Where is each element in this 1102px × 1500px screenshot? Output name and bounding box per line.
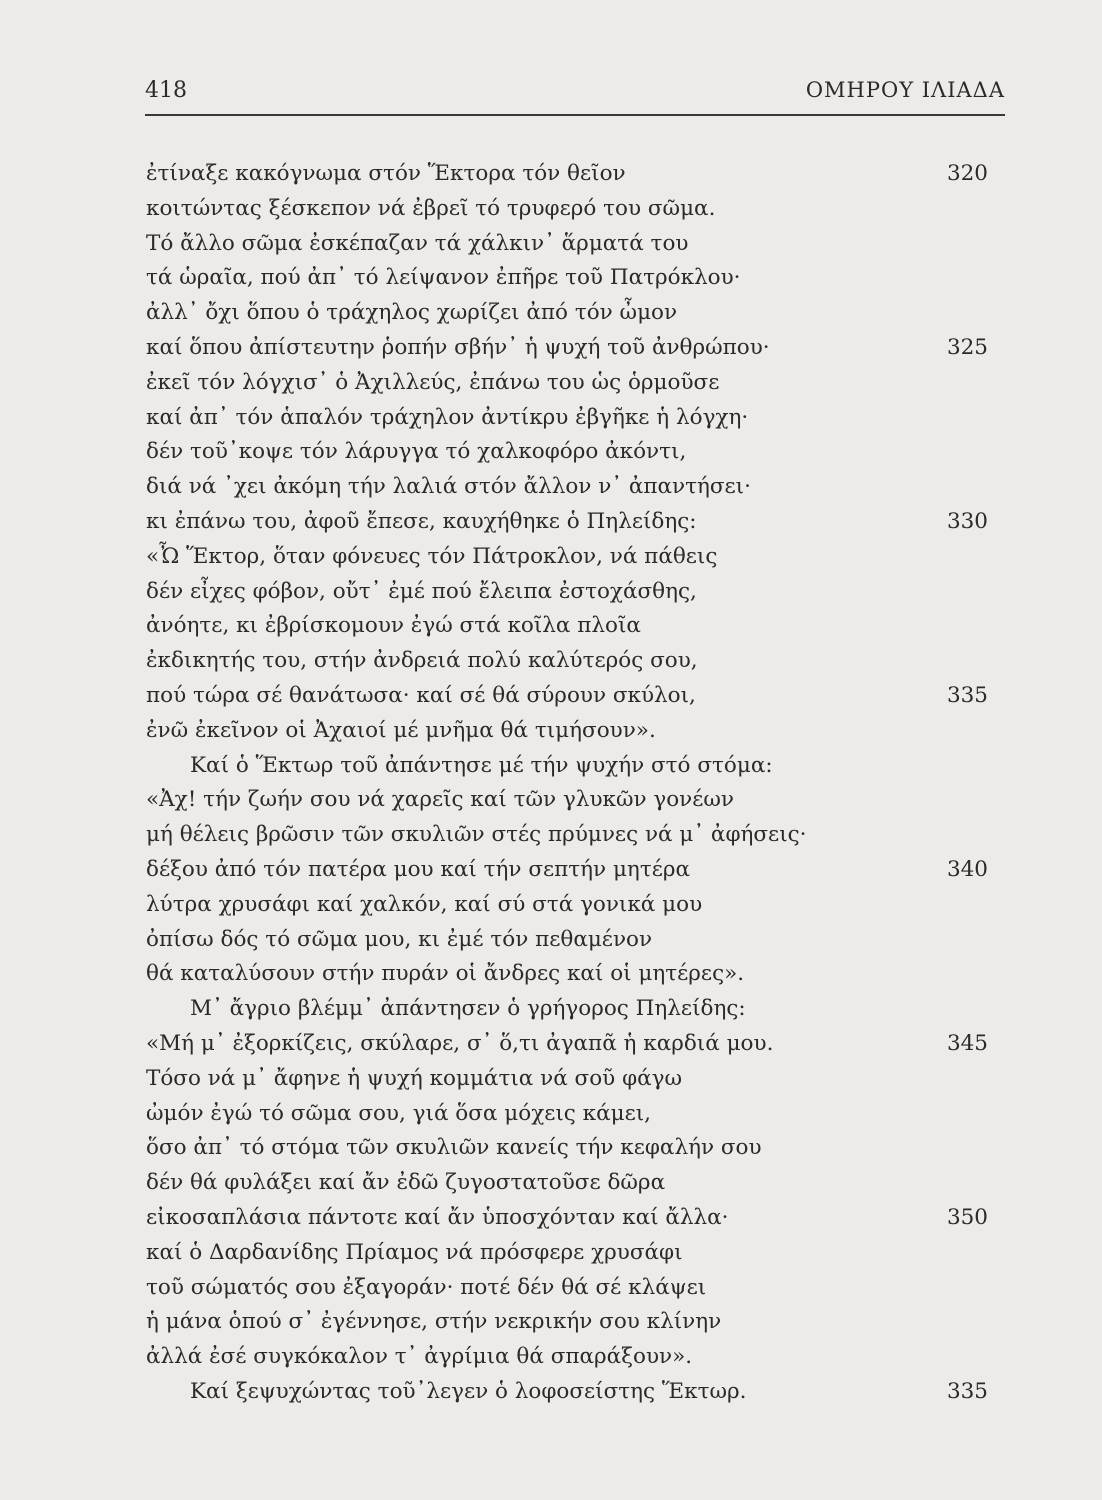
verse-line (146, 888, 988, 923)
verse-text: δέξου ἀπό τόν πατέρα μου καί τήν σεπτήν μητέρα (146, 856, 691, 882)
verse-line (146, 749, 988, 784)
verse-number: 350 (946, 1204, 988, 1230)
verse-text: τά ὡραῖα, πού ἀπ᾿ τό λείψανον ἐπῆρε τοῦ Πατρόκλου· (146, 265, 741, 291)
verse-text: ἐκεῖ τόν λόγχισ᾿ ὁ Ἀχιλλεύς, ἐπάνω του ὡς ὁρμοῦσε (146, 369, 720, 395)
verse-line (146, 435, 988, 470)
verse-number: 335 (946, 682, 988, 708)
verse-line (146, 401, 988, 436)
verse-line (146, 679, 988, 714)
verse-text: ὅσο ἀπ᾿ τό στόμα τῶν σκυλιῶν κανείς τήν κεφαλήν σου (146, 1135, 762, 1161)
verse-line (146, 296, 988, 331)
verse-line (146, 1131, 988, 1166)
verse-line (146, 157, 988, 192)
verse-text: ἐκδικητής του, στήν ἀνδρειά πολύ καλύτερός σου, (146, 648, 698, 674)
verse-text: θά καταλύσουν στήν πυράν οἱ ἄνδρες καί οἱ μητέρες». (146, 961, 745, 987)
verse-text: πού τώρα σέ θανάτωσα· καί σέ θά σύρουν σκύλοι, (146, 682, 696, 708)
verse-line (146, 540, 988, 575)
verse-text: διά νά ᾿χει ἀκόμη τήν λαλιά στόν ἄλλον ν᾿ ἀπαντήσει· (146, 474, 751, 500)
header-rule (145, 114, 1005, 116)
page-number: 418 (145, 78, 187, 103)
verse-line (146, 1305, 988, 1340)
verse-line (146, 470, 988, 505)
verse-text: ὠμόν ἐγώ τό σῶμα σου, γιά ὅσα μόχεις κάμει, (146, 1100, 651, 1126)
verse-number: 345 (946, 1030, 988, 1056)
verse-line (146, 1062, 988, 1097)
verse-line (146, 1271, 988, 1306)
verse-text: δέν εἶχες φόβον, οὔτ᾿ ἐμέ πού ἔλειπα ἐστοχάσθης, (146, 578, 697, 604)
verse-text: λύτρα χρυσάφι καί χαλκόν, καί σύ στά γονικά μου (146, 891, 703, 917)
verse-line (146, 783, 988, 818)
verse-line (146, 261, 988, 296)
verse-text: «Ὦ Ἕκτορ, ὅταν φόνευες τόν Πάτροκλον, νά πάθεις (146, 543, 718, 569)
verse-text: εἰκοσαπλάσια πάντοτε καί ἄν ὑποσχόνταν καί ἄλλα· (146, 1204, 729, 1230)
running-title: ΟΜΗΡΟΥ ΙΛΙΑΔΑ (805, 78, 1005, 102)
verse-text: μή θέλεις βρῶσιν τῶν σκυλιῶν στές πρύμνες νά μ᾿ ἀφήσεις· (146, 822, 807, 848)
verse-line (146, 644, 988, 679)
verse-line (146, 1027, 988, 1062)
verse-text: ὀπίσω δός τό σῶμα μου, κι ἐμέ τόν πεθαμένον (146, 926, 653, 952)
verse-text: καί ὅπου ἀπίστευτην ῥοπήν σβήν᾿ ἡ ψυχή τοῦ ἀνθρώπου· (146, 334, 770, 360)
verse-list (146, 157, 988, 1410)
verse-text: καί ὁ Δαρδανίδης Πρίαμος νά πρόσφερε χρυσάφι (146, 1239, 683, 1265)
verse-text: Τό ἄλλο σῶμα ἐσκέπαζαν τά χάλκιν᾿ ἅρματά του (146, 230, 689, 256)
verse-text: τοῦ σώματός σου ἐξαγοράν· ποτέ δέν θά σέ κλάψει (146, 1274, 707, 1300)
verse-text: ἐτίναξε κακόγνωμα στόν Ἕκτορα τόν θεῖον (146, 161, 626, 186)
verse-line (146, 1097, 988, 1132)
verse-line (146, 227, 988, 262)
verse-line (146, 1166, 988, 1201)
verse-text: «Ἀχ! τήν ζωήν σου νά χαρεῖς καί τῶν γλυκῶν γονέων (146, 787, 734, 813)
verse-line (146, 1201, 988, 1236)
verse-line (146, 992, 988, 1027)
verse-text: ἡ μάνα ὁπού σ᾿ ἐγέννησε, στήν νεκρικήν σου κλίνην (146, 1309, 722, 1335)
verse-text: ἀλλ᾿ ὄχι ὅπου ὁ τράχηλος χωρίζει ἀπό τόν ὦμον (146, 300, 678, 326)
verse-line (146, 1236, 988, 1271)
verse-text: Καί ὁ Ἕκτωρ τοῦ ἀπάντησε μέ τήν ψυχήν στό στόμα: (190, 752, 773, 778)
verse-number: 325 (946, 334, 988, 360)
verse-line (146, 609, 988, 644)
verse-text: Τόσο νά μ᾿ ἄφηνε ἡ ψυχή κομμάτια νά σοῦ φάγω (146, 1065, 683, 1091)
verse-text: «Μή μ᾿ ἐξορκίζεις, σκύλαρε, σ᾿ ὅ,τι ἀγαπᾶ ἡ καρδιά μου. (146, 1030, 774, 1056)
verse-number: 330 (946, 508, 988, 534)
verse-line (146, 192, 988, 227)
verse-text: Μ᾿ ἄγριο βλέμμ᾿ ἀπάντησεν ὁ γρήγορος Πηλείδης: (190, 996, 746, 1022)
verse-text: ἀλλά ἐσέ συγκόκαλον τ᾿ ἀγρίμια θά σπαράξουν». (146, 1344, 693, 1370)
verse-line (146, 1375, 988, 1410)
verse-line (146, 923, 988, 958)
verse-text: δέν θά φυλάξει καί ἄν ἐδῶ ζυγοστατοῦσε δῶρα (146, 1170, 666, 1196)
verse-text: ἀνόητε, κι ἐβρίσκομουν ἐγώ στά κοῖλα πλοῖα (146, 613, 641, 639)
verse-text: ἐνῶ ἐκεῖνον οἱ Ἀχαιοί μέ μνῆμα θά τιμήσουν». (146, 717, 656, 743)
verse-line (146, 818, 988, 853)
verse-number: 335 (946, 1378, 988, 1404)
verse-line (146, 366, 988, 401)
verse-text: κοιτώντας ξέσκεπον νά ἐβρεῖ τό τρυφερό του σῶμα. (146, 195, 716, 221)
verse-number: 340 (946, 856, 988, 882)
verse-line (146, 575, 988, 610)
verse-text: καί ἀπ᾿ τόν ἁπαλόν τράχηλον ἀντίκρυ ἐβγῆκε ἡ λόγχη· (146, 404, 749, 430)
verse-line (146, 853, 988, 888)
verse-line (146, 714, 988, 749)
verse-line (146, 331, 988, 366)
verse-text: δέν τοῦ᾿κοψε τόν λάρυγγα τό χαλκοφόρο ἀκόντι, (146, 439, 687, 465)
verse-number: 320 (946, 161, 988, 186)
verse-text: Καί ξεψυχώντας τοῦ᾿λεγεν ὁ λοφοσείστης Ἕκτωρ. (190, 1378, 747, 1404)
verse-line (146, 957, 988, 992)
verse-line (146, 1340, 988, 1375)
page-header (145, 78, 1005, 108)
verse-line (146, 505, 988, 540)
verse-text: κι ἐπάνω του, ἀφοῦ ἔπεσε, καυχήθηκε ὁ Πηλείδης: (146, 508, 697, 534)
